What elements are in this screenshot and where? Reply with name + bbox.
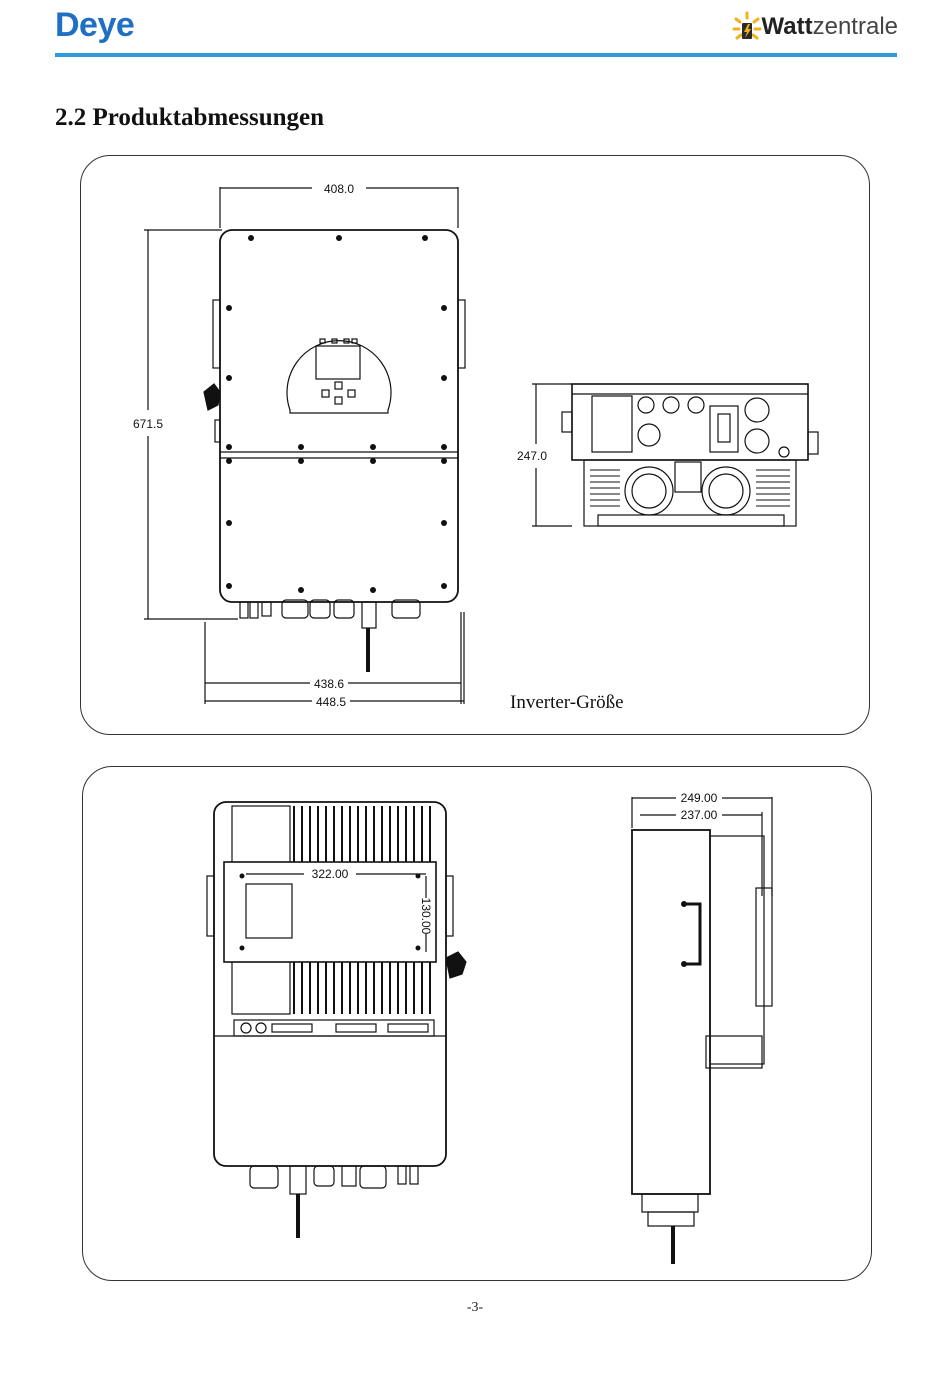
figure-caption: Inverter-Größe [510, 692, 624, 713]
dim-bracket-width: 322.00 [311, 867, 349, 881]
deye-logo-text: Deye [55, 6, 135, 44]
dim-bottom-outer: 448.5 [315, 695, 347, 709]
dim-top-width: 408.0 [323, 182, 355, 196]
dim-depth: 247.0 [516, 449, 548, 463]
dim-height: 671.5 [132, 417, 164, 431]
dim-bottom-inner: 438.6 [313, 677, 345, 691]
wattzentrale-light: zentrale [812, 13, 898, 40]
page-number: -3- [466, 1300, 484, 1315]
dim-side-inner: 237.00 [680, 808, 718, 822]
dim-side-outer: 249.00 [680, 791, 718, 805]
dim-bracket-height: 130.00 [419, 897, 433, 935]
wattzentrale-bold: Watt [761, 13, 813, 40]
section-title: 2.2 Produktabmessungen [55, 104, 325, 131]
